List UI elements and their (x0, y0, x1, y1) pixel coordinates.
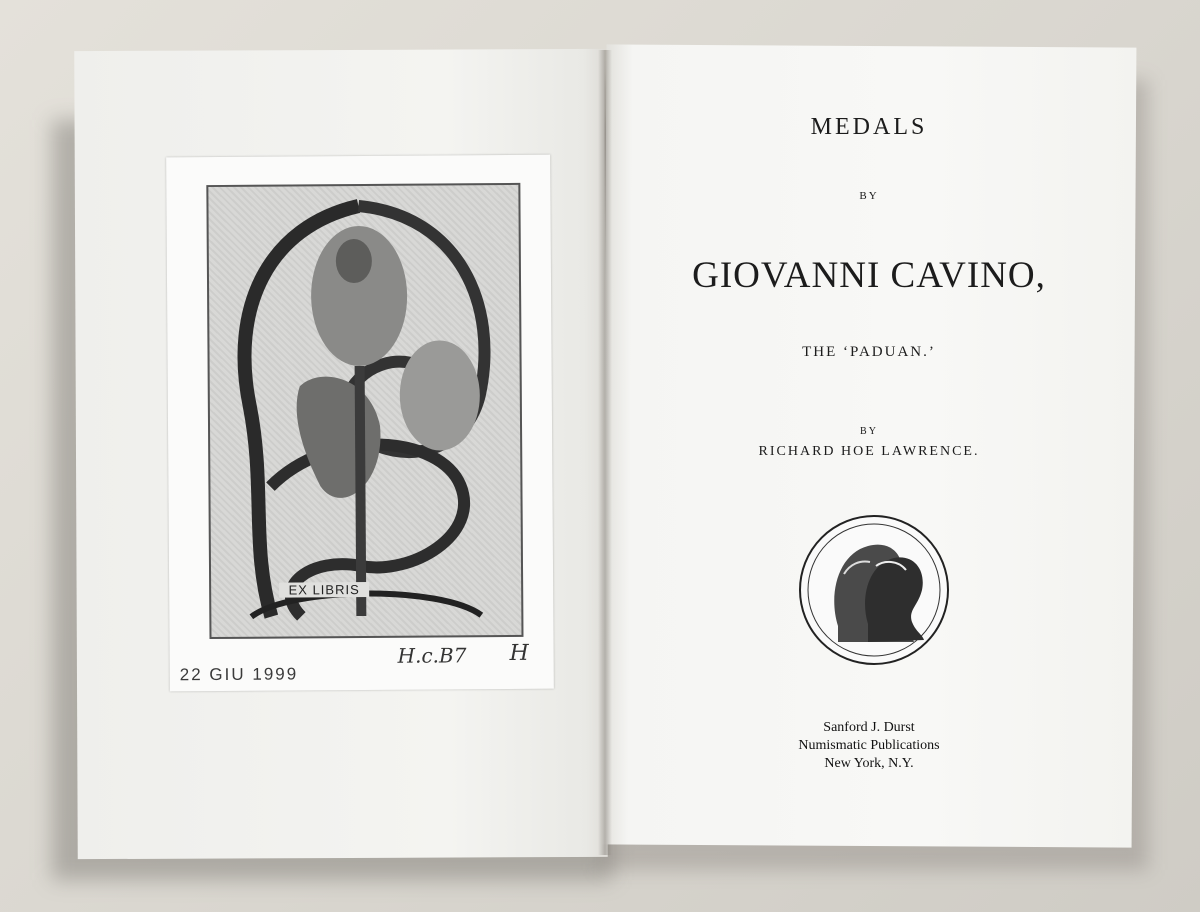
handwritten-shelfmark: H.c.B7 (397, 643, 467, 668)
bookplate (166, 155, 554, 692)
title-medals: MEDALS (810, 114, 928, 140)
handwritten-initial: H (509, 640, 529, 666)
title-author: RICHARD HOE LAWRENCE. (758, 444, 980, 459)
serpent-figure-illustration (208, 185, 521, 637)
title-epithet: THE ‘PADUAN.’ (802, 344, 936, 360)
title-by-2: BY (860, 426, 878, 437)
publisher-line-2: Numismatic Publications (798, 738, 940, 753)
exlibris-engraving (206, 183, 523, 639)
medal-illustration (798, 514, 950, 666)
title-subject-name: GIOVANNI CAVINO, (692, 255, 1046, 296)
publisher-line-3: New York, N.Y. (824, 756, 914, 771)
exlibris-label: EX LIBRIS (279, 582, 369, 598)
library-date-stamp: 22 GIU 1999 (179, 664, 299, 685)
publisher-line-1: Sanford J. Durst (823, 720, 915, 735)
title-by-1: BY (859, 190, 879, 202)
